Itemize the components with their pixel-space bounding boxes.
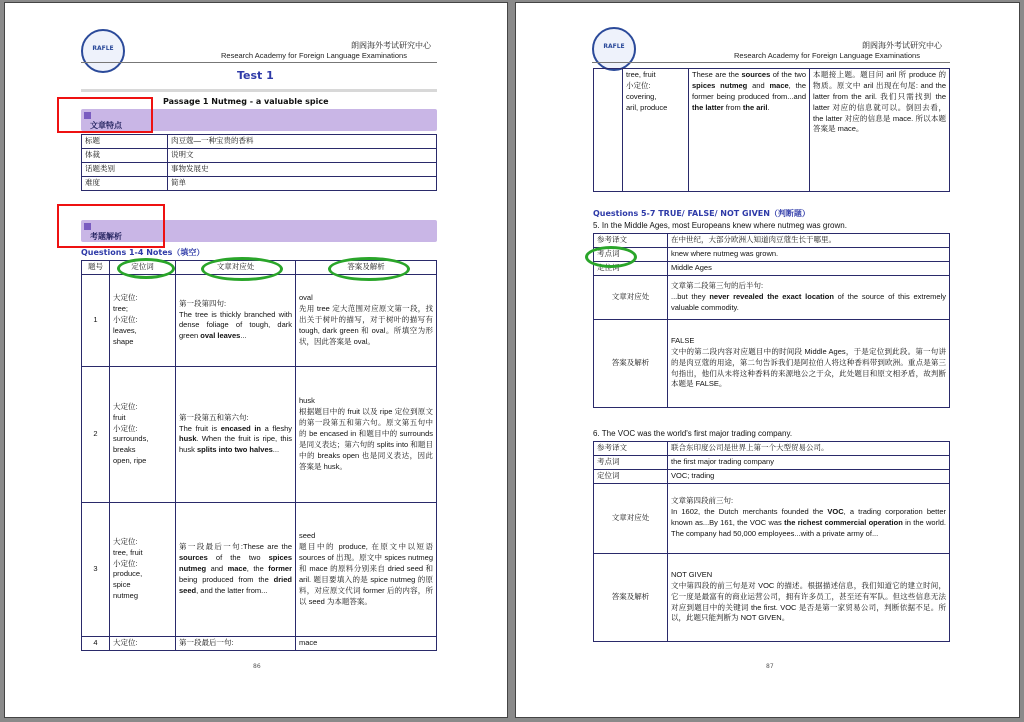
page-number: 86 (253, 663, 261, 670)
text-bold: never revealed the exact location (709, 291, 834, 301)
answer-cell: 本题接上题。题目问 aril 所 produce 的物质。原文中 aril 出现在句尾: and the latter from the aril. 我们只需找到 the latter 对应的信息就可以。倒回去看，the latter 对应的信息是 mace. 所以本题答案是 mace。 (810, 69, 950, 192)
answer-cell: mace (296, 636, 437, 650)
answer-cell (668, 319, 950, 407)
text-cell (176, 274, 296, 366)
text-part: of the two (207, 553, 269, 563)
page-number: 87 (766, 663, 774, 670)
locator-cell: 大定位: tree, fruit 小定位: produce, spice nutmeg (110, 502, 176, 636)
continued-table (593, 68, 950, 192)
features-bar-label: 文章特点 (90, 121, 122, 130)
table-row (82, 135, 437, 149)
text-bold: former (268, 563, 292, 573)
row-label: 考点词 (594, 247, 668, 261)
text-cell (689, 69, 810, 192)
feature-key: 难度 (82, 176, 168, 190)
row-label: 答案及解析 (594, 319, 668, 407)
feature-key: 标题 (82, 135, 168, 149)
answer-explanation: 先用 tree 定大范围对应原文第一段，找出关于树叶的描写，对于树叶的描写有 tough, dark green 和 oval。所填空为形状，因此答案是 oval。 (299, 304, 433, 346)
text-part: of the two (770, 70, 806, 79)
text-part: These are the (692, 70, 742, 79)
text-part: being produced from the (179, 574, 274, 584)
row-label: 考点词 (594, 455, 668, 469)
feature-value: 肉豆蔻—一种宝贵的香料 (168, 135, 437, 149)
text-part: , the former being produced from...and (692, 80, 807, 101)
org-name-cn: 朗阁海外考试研究中心 (862, 41, 942, 50)
row-label: 答案及解析 (594, 553, 668, 641)
test-title: Test 1 (237, 69, 274, 82)
row-label: 定位词 (594, 261, 668, 275)
locator: Middle Ages (668, 261, 950, 275)
red-highlight-features (57, 97, 153, 133)
page-right (515, 2, 1020, 718)
answer-explanation: 文中第四段的前三句是对 VOC 的描述。根据描述信息，我们知道它的建立时间，它一度是最富有的商业运营公司，拥有许多员工，甚至还有军队。但这些信息无法对应到题目中的关键词 the first. VOC 是否是第一家贸易公司，判断依据不足。所以，此题只能判断为 NOT GIVEN。 (671, 580, 946, 623)
text-head: 第一段最后一句: (179, 542, 244, 552)
answer-word: oval (299, 293, 313, 303)
questions-1-4-title: Questions 1-4 Notes（填空） (81, 248, 205, 257)
answer-cell (296, 502, 437, 636)
locator-cell: 大定位: tree; 小定位: leaves, shape (110, 274, 176, 366)
table-row (594, 275, 950, 319)
text-part: , and the latter from... (196, 585, 268, 595)
answer-explanation: 题目中的 produce, 在原文中以短语 sources of 出现。原文中 spices nutmeg 和 mace 的原料分别来自 dried seed 和 aril. 题目要填入的是 spice nutmeg 的原料，对应原文代词 former 后的内容，所以 seed 为本题答案。 (299, 542, 433, 606)
row-label: 参考译文 (594, 442, 668, 456)
text-part: a fleshy (261, 423, 292, 433)
text-bold: splits into two halves (196, 445, 273, 455)
text-part: In 1602, the Dutch merchants founded the (671, 507, 828, 517)
question-no: 3 (82, 502, 110, 636)
text-bold: spices nutmeg (692, 80, 748, 90)
text-bold: mace (769, 80, 789, 90)
text-head: 第一段第五和第六句: (179, 412, 249, 422)
answer-cell (668, 553, 950, 641)
answer-word: husk (299, 396, 315, 406)
text-part: ...but they (671, 291, 710, 301)
text-bold: the aril (742, 102, 768, 112)
answer-word: seed (299, 531, 316, 541)
table-row (82, 162, 437, 176)
question-6-table (593, 441, 950, 642)
table-row (594, 247, 950, 261)
text-part: , the (246, 563, 269, 573)
text-cell (176, 366, 296, 502)
text-part: and (747, 80, 770, 90)
feature-key: 体裁 (82, 148, 168, 162)
row-label: 定位词 (594, 469, 668, 483)
text-bold: spices nutmeg (179, 553, 292, 573)
text-head: 文章第四段前三句: (671, 496, 734, 506)
green-circle-text (201, 257, 283, 281)
text-part: The fruit is (179, 423, 221, 433)
header-locator: 定位词 (110, 261, 176, 275)
org-name-en: Research Academy for Foreign Language Examinations (221, 51, 407, 60)
header-no: 题号 (82, 261, 110, 275)
questions-5-7-title: Questions 5-7 TRUE/ FALSE/ NOT GIVEN（判断题） (593, 209, 810, 218)
question-no: 1 (82, 274, 110, 366)
keyword: the first major trading company (668, 455, 950, 469)
answer-word: FALSE (671, 335, 695, 345)
features-table (81, 134, 437, 191)
text-head: 第一段第四句: (179, 298, 227, 308)
header-rule (592, 62, 950, 63)
question-no (594, 69, 623, 192)
table-row (594, 469, 950, 483)
table-row (82, 274, 437, 366)
locator: VOC; trading (668, 469, 950, 483)
question-5-stem: 5. In the Middle Ages, most Europeans knew where nutmeg was grown. (593, 221, 847, 230)
header-rule (81, 62, 437, 63)
text-part: , a trading corporation better known as...By 161, the VOC was (671, 507, 946, 528)
keyword: knew where nutmeg was grown. (668, 247, 950, 261)
row-label: 文章对应处 (594, 275, 668, 319)
green-circle-keyword (585, 246, 637, 268)
logo-text: RAFLE (603, 43, 625, 50)
question-no: 4 (82, 636, 110, 650)
locator-cell: 大定位: fruit 小定位: surrounds, breaks open, ripe (110, 366, 176, 502)
passage-title: Passage 1 Nutmeg - a valuable spice (163, 97, 329, 106)
text-bold: encased in (220, 423, 261, 433)
row-label: 参考译文 (594, 234, 668, 248)
table-row (594, 553, 950, 641)
text-part: from (723, 102, 743, 112)
table-row (82, 502, 437, 636)
text-cell (668, 483, 950, 553)
row-label: 文章对应处 (594, 483, 668, 553)
table-row (594, 455, 950, 469)
red-highlight-analysis (57, 204, 165, 248)
table-row (594, 442, 950, 456)
answer-word: NOT GIVEN (671, 569, 713, 579)
green-circle-locator (117, 258, 175, 279)
logo-text: RAFLE (92, 45, 114, 52)
question-6-stem: 6. The VOC was the world's first major trading company. (593, 429, 793, 438)
header-text: 文章对应处 (176, 261, 296, 275)
text-part: in the world. The company had 50,000 employees...with a private army of... (671, 518, 946, 538)
title-rule (81, 89, 437, 92)
table-row (594, 234, 950, 248)
text-part: . (767, 102, 770, 112)
question-5-table (593, 233, 950, 408)
text-bold: oval leaves (200, 331, 241, 341)
text-bold: dried seed (179, 574, 292, 595)
text-bold: sources (179, 553, 208, 563)
text-head: 文章第二段第三句的后半句: (671, 280, 764, 290)
question-no: 2 (82, 366, 110, 502)
text-bold: sources (741, 70, 771, 79)
header-answer: 答案及解析 (296, 261, 437, 275)
table-row (82, 366, 437, 502)
answer-explanation: 根据题目中的 fruit 以及 ripe 定位到原文的第一段第五和第六句。原文第五句中的 be encased in 和题目中的 surrounds 是同义表达；第六句的 splits into 和题目中的 breaks open 也是同义表达，因此答案是 husk。 (299, 407, 433, 471)
table-row (82, 636, 437, 650)
table-row (594, 319, 950, 407)
translation: 联合东印度公司是世界上第一个大型贸易公司。 (668, 442, 950, 456)
page-left (4, 2, 508, 718)
text-part: . When the fruit is ripe, this husk (179, 434, 292, 455)
table-row (594, 261, 950, 275)
text-part: These are the (243, 542, 292, 552)
rafle-logo (81, 29, 125, 73)
table-row (82, 176, 437, 190)
text-cell (668, 275, 950, 319)
rafle-logo (592, 27, 636, 71)
green-circle-answer (328, 257, 410, 281)
locator-cell: tree, fruit 小定位: covering, aril, produce (623, 69, 689, 192)
text-bold: mace (227, 563, 247, 573)
text-bold: the latter (692, 102, 724, 112)
locator-cell: 大定位: (110, 636, 176, 650)
feature-value: 事物发展史 (168, 162, 437, 176)
text-part: of the source of this extremely valuable commodity. (671, 291, 946, 312)
translation: 在中世纪，大部分欧洲人知道肉豆蔻生长于哪里。 (668, 234, 950, 248)
questions-1-4-table (81, 260, 437, 651)
text-cell (176, 502, 296, 636)
text-part: ... (272, 445, 280, 455)
text-bold: the richest commercial operation (784, 518, 903, 528)
table-row (82, 148, 437, 162)
answer-cell (296, 366, 437, 502)
table-row (594, 69, 950, 192)
text-body: The tree is thickly branched with dense foliage of tough, dark green (179, 309, 292, 341)
text-tail: ... (240, 331, 247, 341)
answer-cell (296, 274, 437, 366)
text-bold: husk (179, 434, 197, 444)
feature-value: 简单 (168, 176, 437, 190)
text-cell: 第一段最后一句: (176, 636, 296, 650)
text-part: and (206, 563, 228, 573)
org-name-en: Research Academy for Foreign Language Examinations (734, 51, 920, 60)
feature-value: 说明文 (168, 148, 437, 162)
text-bold: VOC (827, 507, 844, 517)
answer-explanation: 文中的第二段内容对应题目中的时间段 Middle Ages，于是定位到此段。第一句讲的是肉豆蔻的用途，第二句告诉我们是阿拉伯人将这种香料带到欧洲。重点是第三句指出，他们从未将这种香料的来源地公之于众，此处题目和原文相矛盾，故判断本题是 FALSE。 (671, 346, 946, 389)
table-row (594, 483, 950, 553)
org-name-cn: 朗阁海外考试研究中心 (351, 41, 431, 50)
analysis-bar-label: 考题解析 (90, 232, 122, 241)
feature-key: 话题类别 (82, 162, 168, 176)
